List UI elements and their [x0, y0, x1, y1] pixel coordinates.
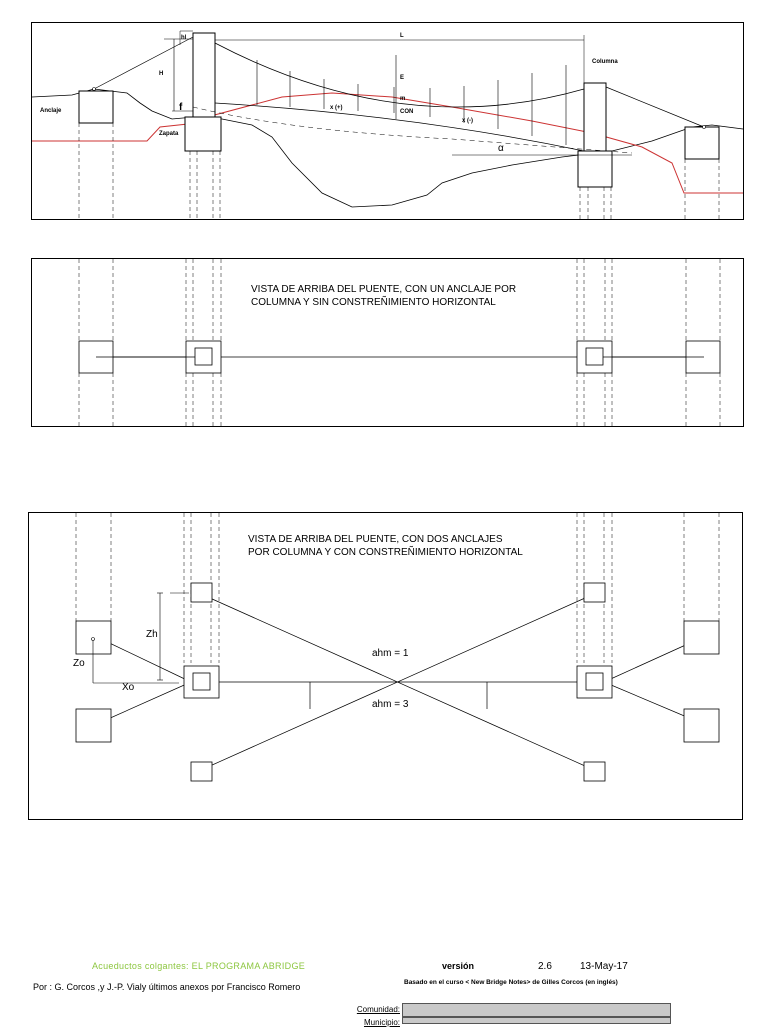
program-title: Acueductos colgantes: EL PROGRAMA ABRIDGE [92, 961, 306, 971]
nw-anchor [191, 583, 212, 602]
label-ahm1: ahm = 1 [372, 648, 409, 659]
version-date: 13-May-17 [580, 961, 628, 972]
right-lower-anchor [684, 709, 719, 742]
label-con: CON [400, 109, 414, 115]
right-backstay [606, 87, 704, 127]
label-xo: Xo [122, 682, 135, 693]
comunidad-label: Comunidad: [356, 1005, 400, 1014]
label-ahm3: ahm = 3 [372, 699, 409, 710]
plan2-caption-line1: VISTA DE ARRIBA DEL PUENTE, CON DOS ANCLAJES [248, 534, 503, 545]
right-upper-anchor [684, 621, 719, 654]
label-alpha: α [498, 143, 504, 154]
label-anclaje: Anclaje [40, 108, 62, 114]
river-level-red [32, 93, 743, 193]
label-zapata: Zapata [159, 131, 179, 137]
plan1-caption-line2: COLUMNA Y SIN CONSTREÑIMIENTO HORIZONTAL [251, 297, 496, 308]
elevation-drawing [32, 23, 743, 219]
ne-anchor [584, 583, 605, 602]
plan2-caption-line2: POR COLUMNA Y CON CONSTREÑIMIENTO HORIZONTAL [248, 547, 523, 558]
label-h-small: hl [181, 35, 187, 41]
left-backstay [94, 37, 193, 89]
se-anchor [584, 762, 605, 781]
left-footing [185, 117, 221, 151]
label-e: E [400, 75, 405, 81]
label-m: m [400, 96, 406, 102]
municipio-label: Municipio: [363, 1018, 400, 1027]
label-x-pos: x (+) [330, 105, 343, 111]
label-h: H [159, 71, 164, 77]
right-column-plan [586, 348, 603, 365]
left-anchor [79, 91, 113, 123]
ground-profile [32, 89, 743, 207]
right-tower [584, 83, 606, 151]
authors-line: Por : G. Corcos ,y J.-P. Vialy últimos anexos por Francisco Romero [33, 982, 301, 992]
version-value: 2.6 [538, 961, 552, 972]
label-zh: Zh [146, 629, 158, 640]
plan-one-anchor-diagram [31, 258, 744, 427]
right-footing [578, 151, 612, 187]
sw-anchor [191, 762, 212, 781]
label-columna: Columna [592, 59, 618, 65]
right-column-plan2 [586, 673, 603, 690]
left-tower [193, 33, 215, 117]
left-column-plan2 [193, 673, 210, 690]
plan-two-anchors-diagram [28, 512, 743, 820]
left-lower-anchor [76, 709, 111, 742]
right-anchor [685, 127, 719, 159]
label-x-neg: x (-) [462, 118, 473, 124]
label-l: L [400, 33, 404, 39]
version-label: versión [442, 961, 475, 971]
label-f: f [179, 102, 183, 113]
plan1-caption-line1: VISTA DE ARRIBA DEL PUENTE, CON UN ANCLAJE POR [251, 284, 517, 295]
municipio-field[interactable] [402, 1017, 671, 1024]
projection-lines [79, 123, 719, 219]
comunidad-field[interactable] [402, 1003, 671, 1017]
based-on-line: Basado en el curso < New Bridge Notes> de Gilles Corcos (en inglés) [404, 979, 618, 986]
left-column-plan [195, 348, 212, 365]
label-zo: Zo [73, 658, 85, 669]
elevation-diagram [31, 22, 744, 220]
